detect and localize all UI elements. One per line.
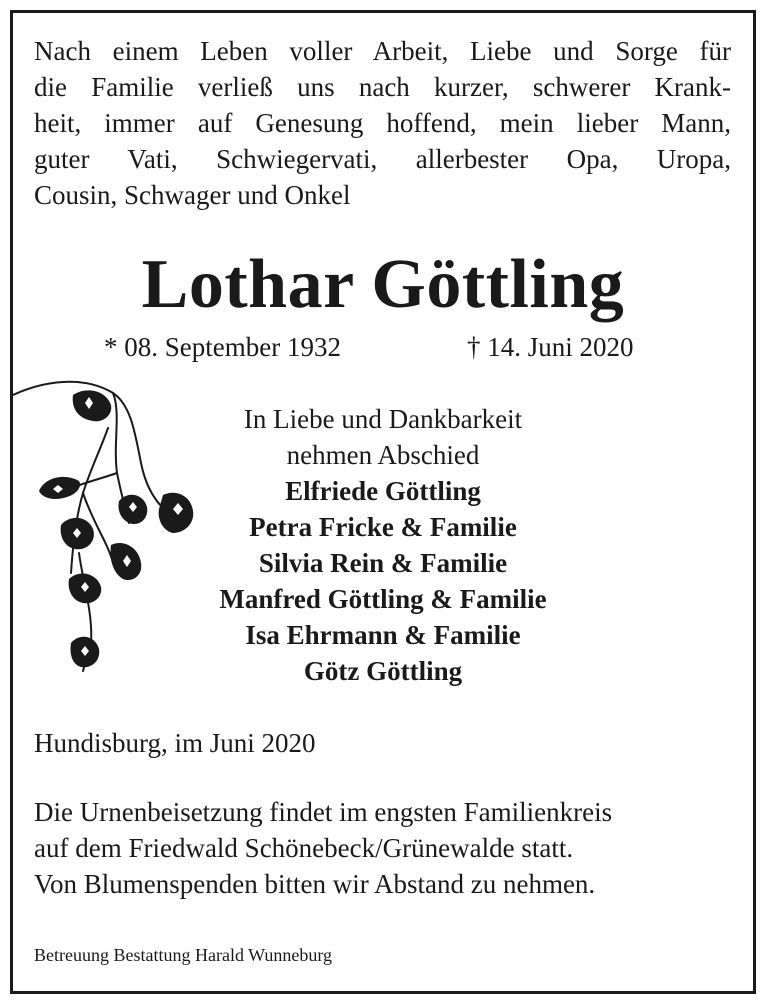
farewell-line: In Liebe und Dankbarkeit (243, 404, 523, 434)
intro-line: heit, immer auf Genesung hoffend, mein lieber Mann, (34, 108, 731, 138)
mourner-name: Silvia Rein & Familie (258, 548, 508, 578)
mourner-name: Manfred Göttling & Familie (219, 584, 547, 614)
death-date: † 14. Juni 2020 (467, 332, 634, 362)
mourner-name: Götz Göttling (303, 656, 463, 686)
burial-notice (34, 794, 612, 902)
intro-line: Nach einem Leben voller Arbeit, Liebe und Sorge für (34, 36, 731, 66)
intro-line: guter Vati, Schwiegervati, allerbester Opa, Uropa, (34, 144, 731, 174)
farewell-line: nehmen Abschied (286, 440, 480, 470)
notice-line: auf dem Friedwald Schönebeck/Grünewalde statt. (34, 833, 574, 863)
undertaker-credit: Betreuung Bestattung Harald Wunneburg (34, 945, 333, 965)
obituary-notice (10, 10, 756, 994)
birth-date: * 08. September 1932 (104, 332, 341, 362)
intro-line: die Familie verließ uns nach kurzer, schwerer Krank- (34, 72, 731, 102)
notice-line: Von Blumenspenden bitten wir Abstand zu nehmen. (34, 869, 596, 899)
mourner-name: Petra Fricke & Familie (249, 512, 517, 542)
intro-text (34, 33, 731, 213)
notice-line: Die Urnenbeisetzung findet im engsten Familienkreis (34, 797, 613, 827)
mourners-block (133, 401, 633, 689)
mourner-name: Elfriede Göttling (285, 476, 481, 506)
intro-line: Cousin, Schwager und Onkel (34, 180, 351, 210)
place-date: Hundisburg, im Juni 2020 (34, 728, 316, 758)
mourner-name: Isa Ehrmann & Familie (245, 620, 521, 650)
deceased-name: Lothar Göttling (141, 246, 625, 323)
